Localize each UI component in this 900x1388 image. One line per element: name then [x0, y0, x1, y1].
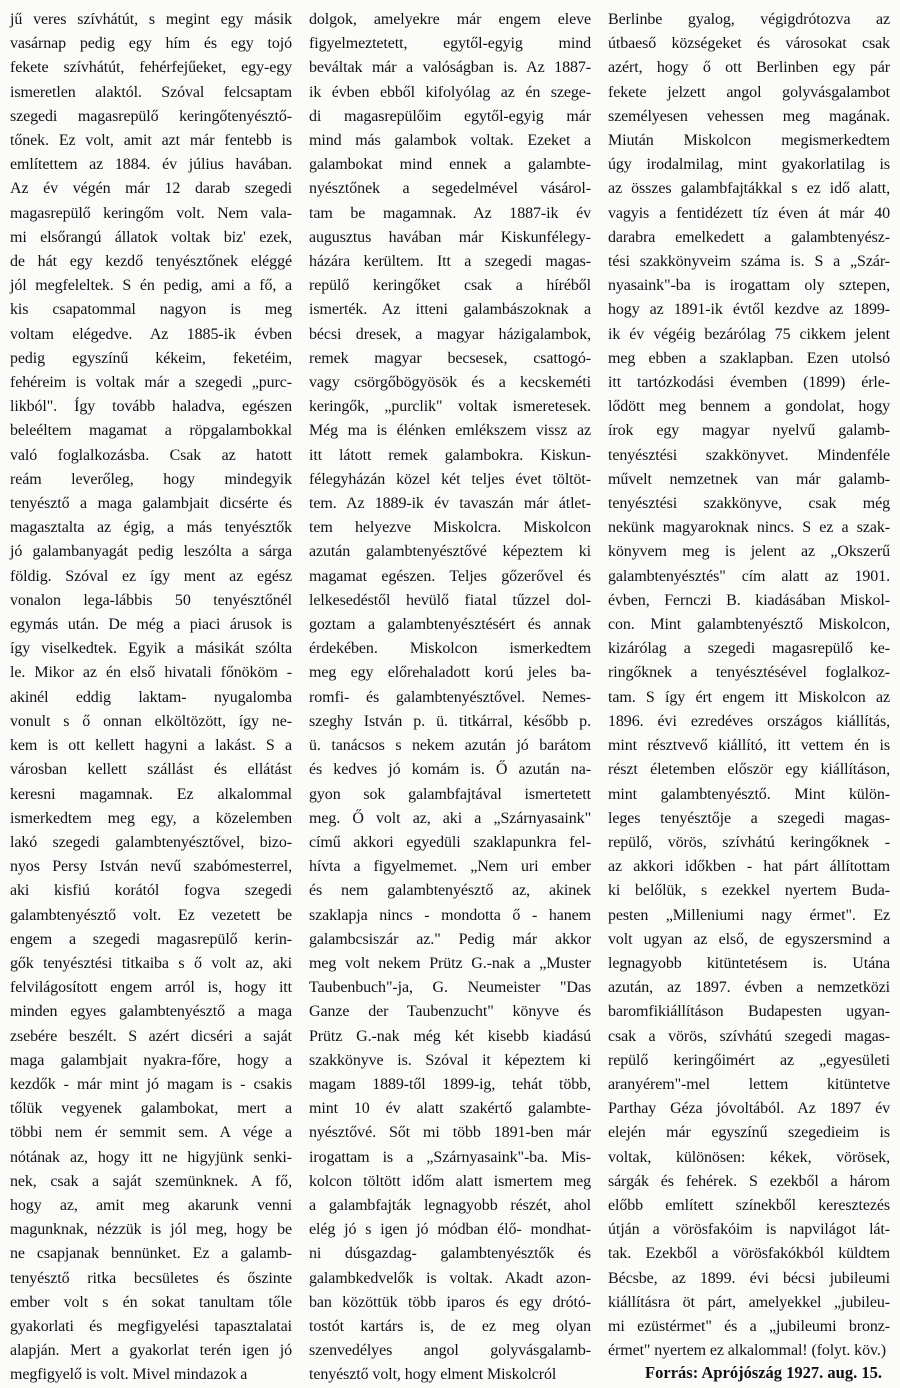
text-line: útján a vörösfakóim is napvilágot lát- — [608, 1221, 890, 1239]
text-line: engem a szegedi magasrepülő kerin- — [10, 930, 292, 948]
text-line: nyésztővé. Sőt mi több 1891-ben már — [309, 1124, 591, 1142]
text-line: voltam elégedve. Az 1885-ik évben — [10, 325, 292, 343]
text-line: tenyésztő a maga galambjait dicsérte és — [10, 495, 292, 513]
text-line: legnagyobb kitüntetésem is. Utána — [608, 954, 890, 972]
text-line: elég jó s igen jó módban élő- mondhat- — [309, 1221, 591, 1239]
text-line: az akkori időkben - hat párt állítottam — [608, 858, 890, 876]
text-line: galambokat mind ennek a galambte- — [309, 156, 591, 174]
text-line: ismeretlen alaktól. Szóval felcsaptam — [10, 83, 292, 101]
text-line: aki kisfiú korától fogva szegedi — [10, 882, 292, 900]
text-line: vagy csörgőbögyösök és a kecskeméti — [309, 374, 591, 392]
text-line: ismerkedtem meg egy, a közelemben — [10, 809, 292, 827]
text-line: szeghy István p. ü. titkárral, később p. — [309, 712, 591, 730]
text-line: mind más galambok voltak. Ezeket a — [309, 132, 591, 150]
text-line: ismerték. Az itteni galambászoknak a — [309, 301, 591, 319]
text-line: azután, az 1897. évben a nemzetközi — [608, 979, 890, 997]
text-line: csak a vörös, szívhátú szegedi magas- — [608, 1027, 890, 1045]
text-line: lakó szegedi galambtenyésztővel, bizo- — [10, 833, 292, 851]
text-line: augusztus havában már Kiskunfélegy- — [309, 228, 591, 246]
text-line: mint 10 év alatt szakértő galambte- — [309, 1100, 591, 1118]
text-line: tőnek. Ez volt, amit azt már fentebb is — [10, 132, 292, 150]
text-line: beváltak már a valóságban is. Az 1887- — [309, 59, 591, 77]
text-line: maga galambjait nyakra-főre, hogy a — [10, 1051, 292, 1069]
text-line: bécsi dresek, a magyar házigalambok, — [309, 325, 591, 343]
text-line: repülő keringőimért az „egyesületi — [608, 1051, 890, 1069]
text-line: kis csapatommal nagyon is meg — [10, 301, 292, 319]
text-line: városban kellett szállást és ellátást — [10, 761, 292, 779]
text-line: kizárólag a szegedi magasrepülő ke- — [608, 640, 890, 658]
text-line: con. Mint galambtenyésztő Miskolcon, — [608, 616, 890, 634]
text-line: földig. Szóval ez így ment az egész — [10, 567, 292, 585]
text-line: Taubenbuch"-ja, G. Neumeister "Das — [309, 979, 591, 997]
text-line: le. Mikor az én első hivatali főnököm - — [10, 664, 292, 682]
source-credit: Forrás: Aprójószág 1927. aug. 15. — [645, 1363, 882, 1383]
text-line: kiállításra öt párt, amelyekkel „jubileu- — [608, 1293, 890, 1311]
column-3 — [608, 8, 890, 1388]
text-line: ü. tanácsos s nekem azután jó barátom — [309, 737, 591, 755]
text-line: mi ezüstérmet" és a „jubileumi bronz- — [608, 1317, 890, 1335]
text-line: ik évben ebből kifolyólag az én szege- — [309, 83, 591, 101]
text-line: mint galambtenyésztő. Mint külön- — [608, 785, 890, 803]
text-line: Bécsbe, az 1899. évi bécsi jubileumi — [608, 1269, 890, 1287]
text-line: azután galambtenyésztővé képeztem ki — [309, 543, 591, 561]
text-line: vonalon lega-lábbis 50 tenyésztőnél — [10, 591, 292, 609]
text-line: akinél eddig laktam- nyugalomba — [10, 688, 292, 706]
text-line: di magasrepülőim egytől-egyig már — [309, 107, 591, 125]
text-line: minden egyes galambtenyésztő a maga — [10, 1003, 292, 1021]
column-3-lines — [608, 8, 890, 1363]
text-line: lődött meg bennem a gondolat, hogy — [608, 398, 890, 416]
text-line: való foglalkozásba. Csak az hatott — [10, 446, 292, 464]
text-line: említettem az 1884. év július havában. — [10, 156, 292, 174]
text-line: meg egy előrehaladott korú jeles ba- — [309, 664, 591, 682]
column-2 — [309, 8, 591, 1388]
text-line: hogy az, amit meg akarunk venni — [10, 1196, 292, 1214]
text-line: mint résztvevő kiállító, itt vettem én is — [608, 737, 890, 755]
text-line: tenyésztő ritka becsületes és őszinte — [10, 1269, 292, 1287]
text-line: vonult s ő onnan elköltözött, így ne- — [10, 712, 292, 730]
text-line: repülő keringőket csak a híréből — [309, 277, 591, 295]
text-line: darabra emelkedett a galambtenyész- — [608, 228, 890, 246]
text-line: ember volt s én sokat tanultam tőle — [10, 1293, 292, 1311]
text-line: tostót kartárs is, de ez meg olyan — [309, 1317, 591, 1335]
text-line: fekete szívhátút, fehérfejűeket, egy-egy — [10, 59, 292, 77]
text-line: így viselkedtek. Egyik a másikát szólta — [10, 640, 292, 658]
text-line: meg ebben a szaklapban. Ezen utolsó — [608, 349, 890, 367]
text-line: hogy az 1891-ik évtől kezdve az 1899- — [608, 301, 890, 319]
text-line: írok egy magyar nyelvű galamb- — [608, 422, 890, 440]
text-line: ni dúsgazdag- galambtenyésztők és — [309, 1245, 591, 1263]
text-line: tenyésztési szakkönyve, csak még — [608, 495, 890, 513]
text-line: zsebére beszélt. S azért dicséri a saját — [10, 1027, 292, 1045]
text-line: és kedves jó komám is. Ő azután na- — [309, 761, 591, 779]
text-line: tam be magamnak. Az 1887-ik év — [309, 204, 591, 222]
text-line: Ganze der Taubenzucht" könyve és — [309, 1003, 591, 1021]
text-line: pedig egyszínű kékeim, feketéim, — [10, 349, 292, 367]
text-line: szakkönyve is. Szóval it képeztem ki — [309, 1051, 591, 1069]
text-line: itt látott remek galambokra. Kiskun- — [309, 446, 591, 464]
text-line: Parthay Géza jóvoltából. Az 1897 év — [608, 1100, 890, 1118]
text-line: tőlük vegyenek galambokat, mert a — [10, 1100, 292, 1118]
text-line: egymás után. De még a piaci árusok is — [10, 616, 292, 634]
text-line: Az év végén már 12 darab szegedi — [10, 180, 292, 198]
text-line: dolgok, amelyekre már engem eleve — [309, 11, 591, 28]
text-line: az összes galambfajtákkal s ez idő alatt, — [608, 180, 890, 198]
text-line: galambtenyésztő volt. Ez vezetett be — [10, 906, 292, 924]
text-line: de hát egy kezdő tenyésztőnek eléggé — [10, 253, 292, 271]
text-line: 1896. évi ezredéves országos kiállítás, — [608, 712, 890, 730]
text-line: mi elsőrangú állatok voltak biz' ezek, — [10, 228, 292, 246]
text-line: kezdők - már mint jó magam is - csakis — [10, 1075, 292, 1093]
text-line: aranyérem"-mel lettem kitüntetve — [608, 1075, 890, 1093]
text-line: jól megfeleltek. S én pedig, ami a fő, a — [10, 277, 292, 295]
text-line: vasárnap pedig egy hím és egy tojó — [10, 35, 292, 53]
text-line: hívta a figyelmemet. „Nem uri ember — [309, 858, 591, 876]
text-line: többi nem ér semmit sem. A vége a — [10, 1124, 292, 1142]
text-line: tam. S így ért engem itt Miskolcon az — [608, 688, 890, 706]
text-line: sárgák és fehérek. S ezekből a három — [608, 1172, 890, 1190]
text-line: Prütz G.-nak még két kisebb kiadású — [309, 1027, 591, 1045]
text-line: Berlinbe gyalog, végigdrótozva az — [608, 11, 890, 28]
text-line: megfigyelő is volt. Mivel mindazok a — [10, 1366, 248, 1384]
text-line: nyos Persy István nevű szabómesterrel, — [10, 858, 292, 876]
text-line: ne csapjanak bennünket. Ez a galamb- — [10, 1245, 292, 1263]
text-line: tem. Az 1889-ik év tavaszán már átlet- — [309, 495, 591, 513]
text-line: félegyházán közel két teljes évet töltöt- — [309, 470, 591, 488]
text-line: voltak, különösen: kékek, vörösek, — [608, 1148, 890, 1166]
text-line: és nem galambtenyésztő az, akinek — [309, 882, 591, 900]
text-line: leges tenyésztője a szegedi magas- — [608, 809, 890, 827]
text-line: meg. Ő volt az, aki a „Szárnyasaink" — [309, 809, 591, 827]
text-line: romfi- és galambtenyésztővel. Nemes- — [309, 688, 591, 706]
text-line: Még ma is élénken emlékszem vissz az — [309, 422, 591, 440]
text-line: szenvedélyes angol golyvásgalamb- — [309, 1342, 591, 1360]
text-line: beleéltem magamat a röpgalambokkal — [10, 422, 292, 440]
text-line: tési szakkönyveim száma is. S a „Szár- — [608, 253, 890, 271]
text-line: tenyésztő volt, hogy elment Miskolcról — [309, 1366, 557, 1384]
text-line: baromfikiállításon Budapesten ugyan- — [608, 1003, 890, 1021]
text-line: fekete jelzett angol golyvásgalambot — [608, 83, 890, 101]
text-line: ban közöttük több iparos és egy drótó- — [309, 1293, 591, 1311]
text-line: úgy irodalmilag, mint gyakorlatilag is — [608, 156, 890, 174]
text-line: repülő, vörös, szívhátú keringőknek - — [608, 833, 890, 851]
text-line: galambcsiszár az." Pedig már akkor — [309, 930, 591, 948]
text-line: ik év végéig bezárólag 75 cikkem jelent — [608, 325, 890, 343]
text-line: nyasaink"-ba is irogattam oly sztepen, — [608, 277, 890, 295]
text-line: ringőknek a tenyésztésével foglalkoz- — [608, 664, 890, 682]
text-line: lelkesedéstől hevülő fiatal tűzzel dol- — [309, 591, 591, 609]
text-line: vagyis a fentidézett tíz éven át már 40 — [608, 204, 890, 222]
text-line: irogattam is a „Szárnyasaink"-ba. Mis- — [309, 1148, 591, 1166]
text-line: likból". Így tovább haladva, egészen — [10, 398, 292, 416]
text-line: könyvem meg is jelent az „Okszerű — [608, 543, 890, 561]
text-line: szegedi magasrepülő keringőtenyésztő- — [10, 107, 292, 125]
text-line: tenyésztési szakkönyvet. Mindenféle — [608, 446, 890, 464]
text-line: pesten „Milleniumi nagy érmet". Ez — [608, 906, 890, 924]
text-line: tem helyezve Miskolcra. Miskolcon — [309, 519, 591, 537]
text-line: érmet" nyertem ez alkalommal! (folyt. köv.) — [608, 1342, 886, 1360]
text-line: elején már egyszínű szegedieim is — [608, 1124, 890, 1142]
text-line: volt ugyan az első, de egyszersmind a — [608, 930, 890, 948]
text-line: nek, csak a saját szemünknek. A fő, — [10, 1172, 292, 1190]
text-line: magunknak, nézzük is jól meg, hogy be — [10, 1221, 292, 1239]
text-line: felvilágosított engem arról is, hogy itt — [10, 979, 292, 997]
text-line: galambkedvelők is voltak. Akadt azon- — [309, 1269, 591, 1287]
text-line: előbb említett színekből keresztezés — [608, 1196, 890, 1214]
text-line: alapján. Mert a gyakorlat terén igen jó — [10, 1342, 292, 1360]
text-line: évben, Fernczi B. kiadásában Miskol- — [608, 591, 890, 609]
text-line: művelt nemzetnek van már galamb- — [608, 470, 890, 488]
text-line: a galambfajták legnagyobb részét, ahol — [309, 1196, 591, 1214]
text-line: reám leverőleg, hogy mindegyik — [10, 470, 292, 488]
text-line: magam 1889-től 1899-ig, tehát több, — [309, 1075, 591, 1093]
text-line: itt tartózkodási évemben (1899) érle- — [608, 374, 890, 392]
text-line: kem is ott kellett hagyni a lakást. S a — [10, 737, 292, 755]
text-line: azért, hogy ő ott Berlinben egy pár — [608, 59, 890, 77]
text-line: goztam a galambtenyésztésért és annak — [309, 616, 591, 634]
text-line: ki belőlük, s ezekkel nyertem Buda- — [608, 882, 890, 900]
column-1 — [10, 8, 292, 1388]
text-line: magamat egészen. Teljes gőzerővel és — [309, 567, 591, 585]
text-line: tak. Ezekből a vörösfakókból küldtem — [608, 1245, 890, 1263]
text-line: nyésztőnek a segedelmével vásárol- — [309, 180, 591, 198]
text-line: érdekében. Miskolcon ismerkedtem — [309, 640, 591, 658]
text-line: meg volt nekem Prütz G.-nak a „Muster — [309, 954, 591, 972]
text-line: gők tenyésztési titkaiba s ő volt az, aki — [10, 954, 292, 972]
text-line: Miután Miskolcon megismerkedtem — [608, 132, 890, 150]
text-line: keringők, „purclik" voltak ismeretesek. — [309, 398, 591, 416]
text-line: gyon sok galambfajtával ismertetett — [309, 785, 591, 803]
text-line: magasrepülő keringőm volt. Nem vala- — [10, 204, 292, 222]
text-line: fehéreim is voltak már a szegedi „purc- — [10, 374, 292, 392]
text-line: kolcon töltött időm alatt ismertem meg — [309, 1172, 591, 1190]
text-line: magasztalta az égig, a más tenyésztők — [10, 519, 292, 537]
text-line: nótának az, hogy itt ne higyjünk senki- — [10, 1148, 292, 1166]
text-line: jű veres szívhátút, s megint egy másik — [10, 11, 292, 28]
text-line: útbaeső községeket és városokat csak — [608, 35, 890, 53]
text-line: nekünk magyaroknak nincs. S ez a szak- — [608, 519, 890, 537]
text-line: című akkori egyedüli szaklapunkra fel- — [309, 833, 591, 851]
text-line: keresni magamnak. Ez alkalommal — [10, 785, 292, 803]
text-line: figyelmeztetett, egytől-egyig mind — [309, 35, 591, 53]
text-line: jó galambanyagát pedig leszólta a sárga — [10, 543, 292, 561]
text-line: szaklapja nincs - mondotta ő - hanem — [309, 906, 591, 924]
article-columns — [10, 8, 890, 1388]
text-line: gyakorlati és megfigyelési tapasztalatai — [10, 1317, 292, 1335]
text-line: remek magyar becsesek, csattogó- — [309, 349, 591, 367]
text-line: galambtenyésztés" cím alatt az 1901. — [608, 567, 890, 585]
text-line: részt életemben először egy kiállításon, — [608, 761, 890, 779]
text-line: személyesen vehessen meg magának. — [608, 107, 890, 125]
text-line: házára kerültem. Itt a szegedi magas- — [309, 253, 591, 271]
